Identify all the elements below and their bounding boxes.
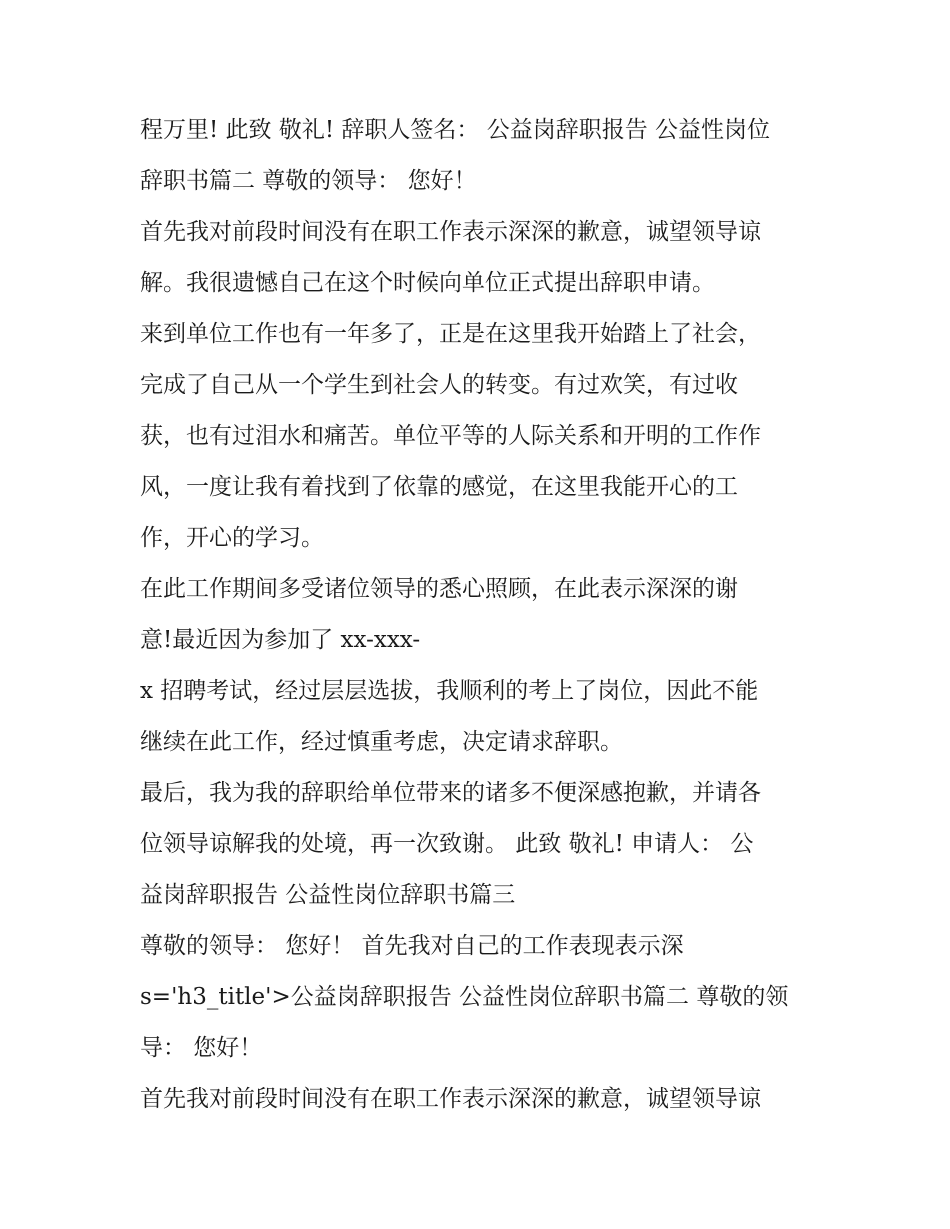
text-line: 导： 您好！ bbox=[140, 1035, 263, 1061]
text-line: 辞职书篇二 尊敬的领导： 您好！ bbox=[140, 168, 477, 194]
text-line: 继续在此工作，经过慎重考虑，决定请求辞职。 bbox=[140, 729, 623, 755]
text-line: 程万里! 此致 敬礼! 辞职人签名： 公益岗辞职报告 公益性岗位 bbox=[140, 117, 771, 143]
text-line: s='h3_title'>公益岗辞职报告 公益性岗位辞职书篇二 尊敬的领 bbox=[140, 984, 789, 1010]
text-line: 完成了自己从一个学生到社会人的转变。有过欢笑，有过收 bbox=[140, 372, 738, 398]
text-line: 首先我对前段时间没有在职工作表示深深的歉意，诚望领导谅 bbox=[140, 1086, 761, 1112]
text-line: 获，也有过泪水和痛苦。单位平等的人际关系和开明的工作作 bbox=[140, 423, 761, 449]
text-line: 解。我很遗憾自己在这个时候向单位正式提出辞职申请。 bbox=[140, 270, 715, 296]
text-line: 首先我对前段时间没有在职工作表示深深的歉意，诚望领导谅 bbox=[140, 219, 761, 245]
text-line: 最后，我为我的辞职给单位带来的诸多不便深感抱歉，并请各 bbox=[140, 780, 761, 806]
text-line: 风，一度让我有着找到了依靠的感觉，在这里我能开心的工 bbox=[140, 474, 738, 500]
text-line: 在此工作期间多受诸位领导的悉心照顾，在此表示深深的谢 bbox=[140, 576, 738, 602]
text-line: 尊敬的领导： 您好！ 首先我对自己的工作表现表示深 bbox=[140, 933, 684, 959]
text-line: x 招聘考试，经过层层选拔，我顺利的考上了岗位，因此不能 bbox=[140, 678, 759, 704]
text-line: 益岗辞职报告 公益性岗位辞职书篇三 bbox=[140, 882, 516, 908]
text-line: 作，开心的学习。 bbox=[140, 525, 324, 551]
text-line: 来到单位工作也有一年多了，正是在这里我开始踏上了社会， bbox=[140, 321, 761, 347]
document-body bbox=[140, 105, 820, 1125]
text-line: 意!最近因为参加了 xx-xxx- bbox=[140, 627, 421, 653]
text-line: 位领导谅解我的处境，再一次致谢。 此致 敬礼! 申请人： 公 bbox=[140, 831, 754, 857]
